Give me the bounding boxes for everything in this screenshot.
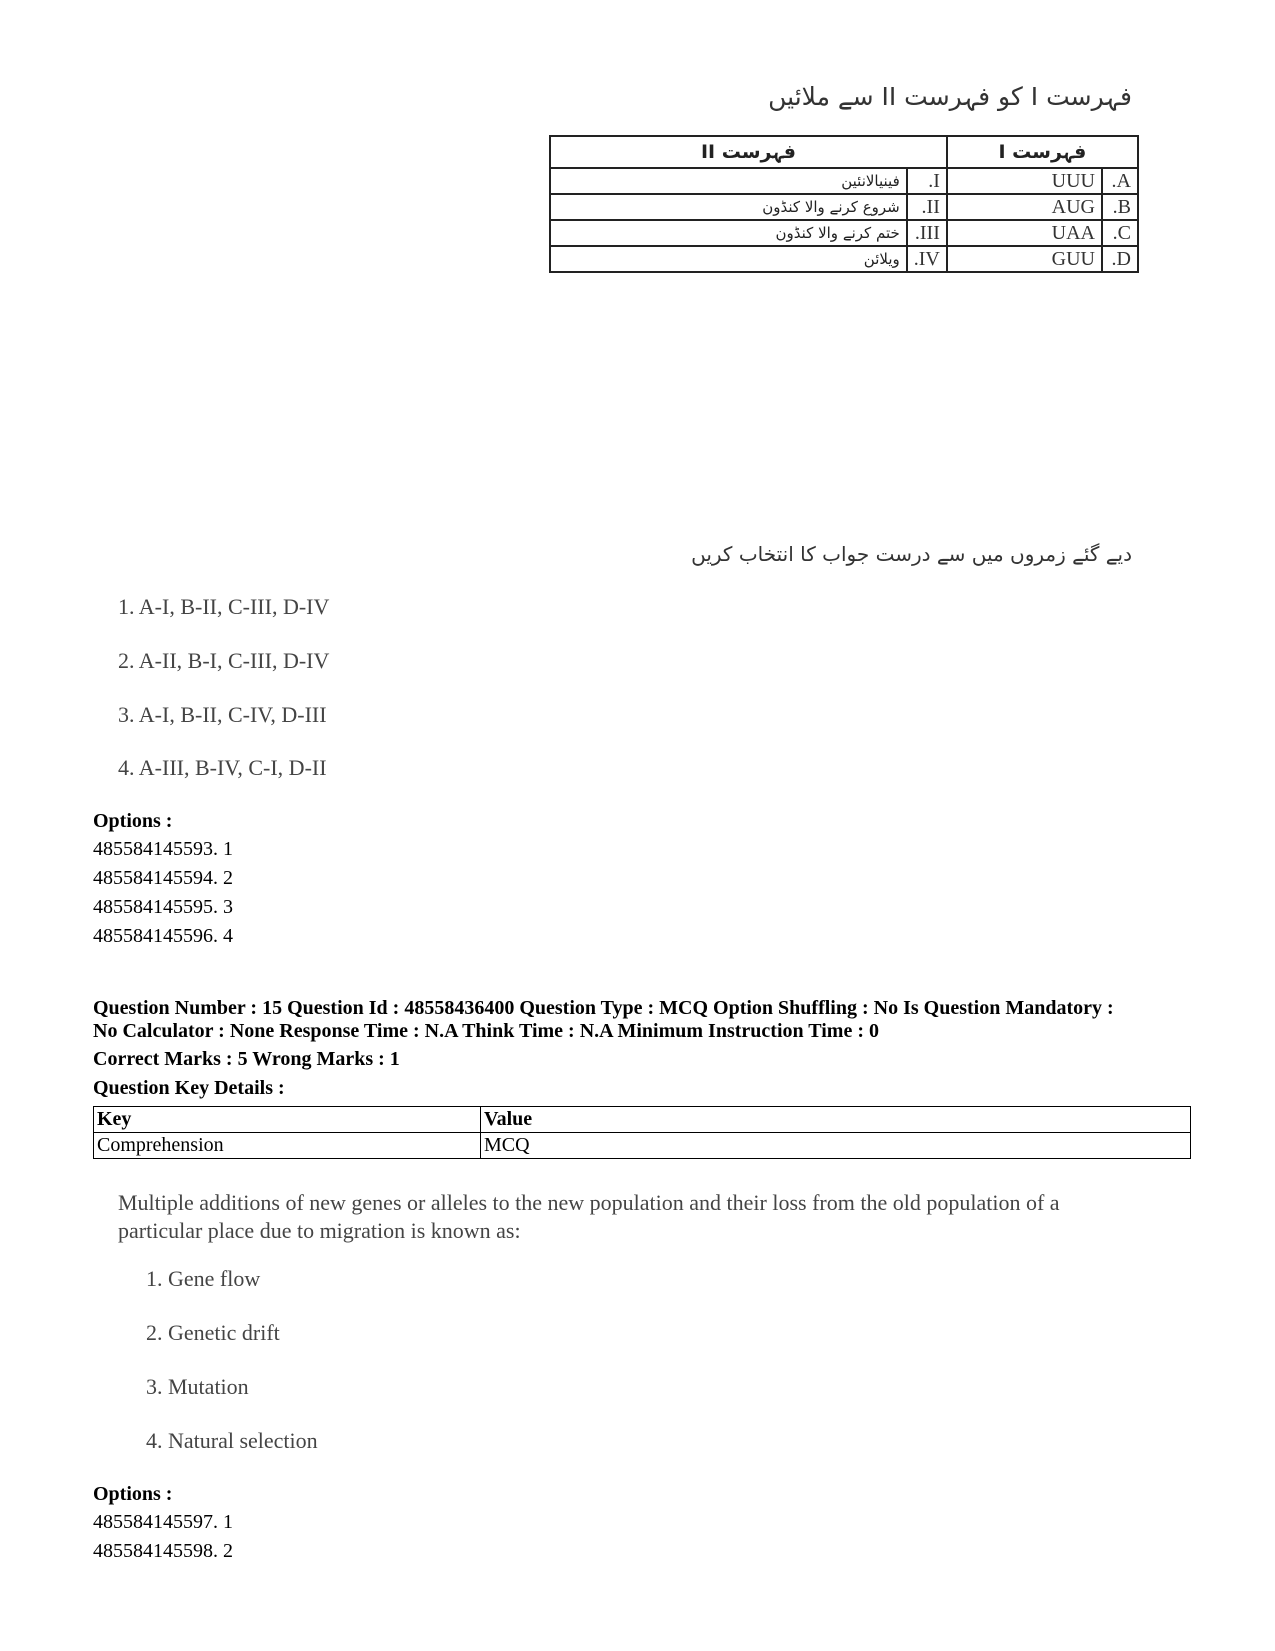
list2-label: IV. — [907, 246, 947, 272]
key-table-row — [94, 1133, 1191, 1159]
list1-value: AUG — [947, 194, 1102, 220]
list1-label: B. — [1102, 194, 1138, 220]
answer-choice: 2. Genetic drift — [146, 1320, 280, 1345]
list1-value: UUU — [947, 168, 1102, 194]
question-meta-line: No Calculator : None Response Time : N.A Think Time : N.A Minimum Instruction Time : 0 — [93, 1020, 879, 1042]
match-table — [549, 135, 1139, 273]
question-text-line: particular place due to migration is known as: — [118, 1218, 521, 1243]
key-table-header-row — [94, 1107, 1191, 1133]
list1-value: UAA — [947, 220, 1102, 246]
answer-choice: 3. A-I, B-II, C-IV, D-III — [118, 702, 327, 727]
list2-label: II. — [907, 194, 947, 220]
answer-choice: 2. A-II, B-I, C-III, D-IV — [118, 648, 330, 673]
match-table-header-row — [550, 136, 1138, 168]
match-table-row — [550, 194, 1138, 220]
answer-choice: 3. Mutation — [146, 1374, 249, 1399]
question-meta-line: Question Number : 15 Question Id : 48558436400 Question Type : MCQ Option Shuffling : No Is Question Mandatory : — [93, 997, 1114, 1019]
option-line: 485584145596. 4 — [93, 925, 233, 947]
value-column-header: Value — [481, 1107, 1191, 1133]
option-line: 485584145598. 2 — [93, 1540, 233, 1562]
options-label: Options : — [93, 810, 173, 832]
list1-label: C. — [1102, 220, 1138, 246]
option-line: 485584145593. 1 — [93, 838, 233, 860]
list1-label: D. — [1102, 246, 1138, 272]
list2-header: فہرست II — [550, 136, 947, 168]
list1-value: GUU — [947, 246, 1102, 272]
list1-header: فہرست I — [947, 136, 1138, 168]
match-table-row — [550, 168, 1138, 194]
list1-label: A. — [1102, 168, 1138, 194]
list2-label: III. — [907, 220, 947, 246]
question-text — [118, 1189, 1158, 1245]
key-details-table — [93, 1106, 1191, 1159]
key-column-header: Key — [94, 1107, 481, 1133]
answer-choice: 1. A-I, B-II, C-III, D-IV — [118, 594, 330, 619]
key-cell: Comprehension — [94, 1133, 481, 1159]
question-meta — [93, 997, 1193, 1043]
list2-value: ویلائن — [550, 246, 907, 272]
marks-line: Correct Marks : 5 Wrong Marks : 1 — [93, 1048, 400, 1070]
key-details-label: Question Key Details : — [93, 1077, 285, 1099]
match-table-row — [550, 246, 1138, 272]
list2-label: I. — [907, 168, 947, 194]
option-line: 485584145594. 2 — [93, 867, 233, 889]
option-line: 485584145595. 3 — [93, 896, 233, 918]
match-table-row — [550, 220, 1138, 246]
list2-value: ختم کرنے والا کنڈون — [550, 220, 907, 246]
option-line: 485584145597. 1 — [93, 1511, 233, 1533]
match-question-title: فہرست I کو فہرست II سے ملائیں — [768, 82, 1132, 111]
list2-value: شروع کرنے والا کنڈون — [550, 194, 907, 220]
question-text-line: Multiple additions of new genes or alleles to the new population and their loss from the old population of a — [118, 1190, 1060, 1215]
options-label: Options : — [93, 1483, 173, 1505]
list2-value: فینیالانئین — [550, 168, 907, 194]
answer-choice: 1. Gene flow — [146, 1266, 261, 1291]
answer-choice: 4. A-III, B-IV, C-I, D-II — [118, 755, 327, 780]
answer-choice: 4. Natural selection — [146, 1428, 318, 1453]
match-question-instruction: دیے گئے زمروں میں سے درست جواب کا انتخاب کریں — [691, 542, 1132, 566]
value-cell: MCQ — [481, 1133, 1191, 1159]
